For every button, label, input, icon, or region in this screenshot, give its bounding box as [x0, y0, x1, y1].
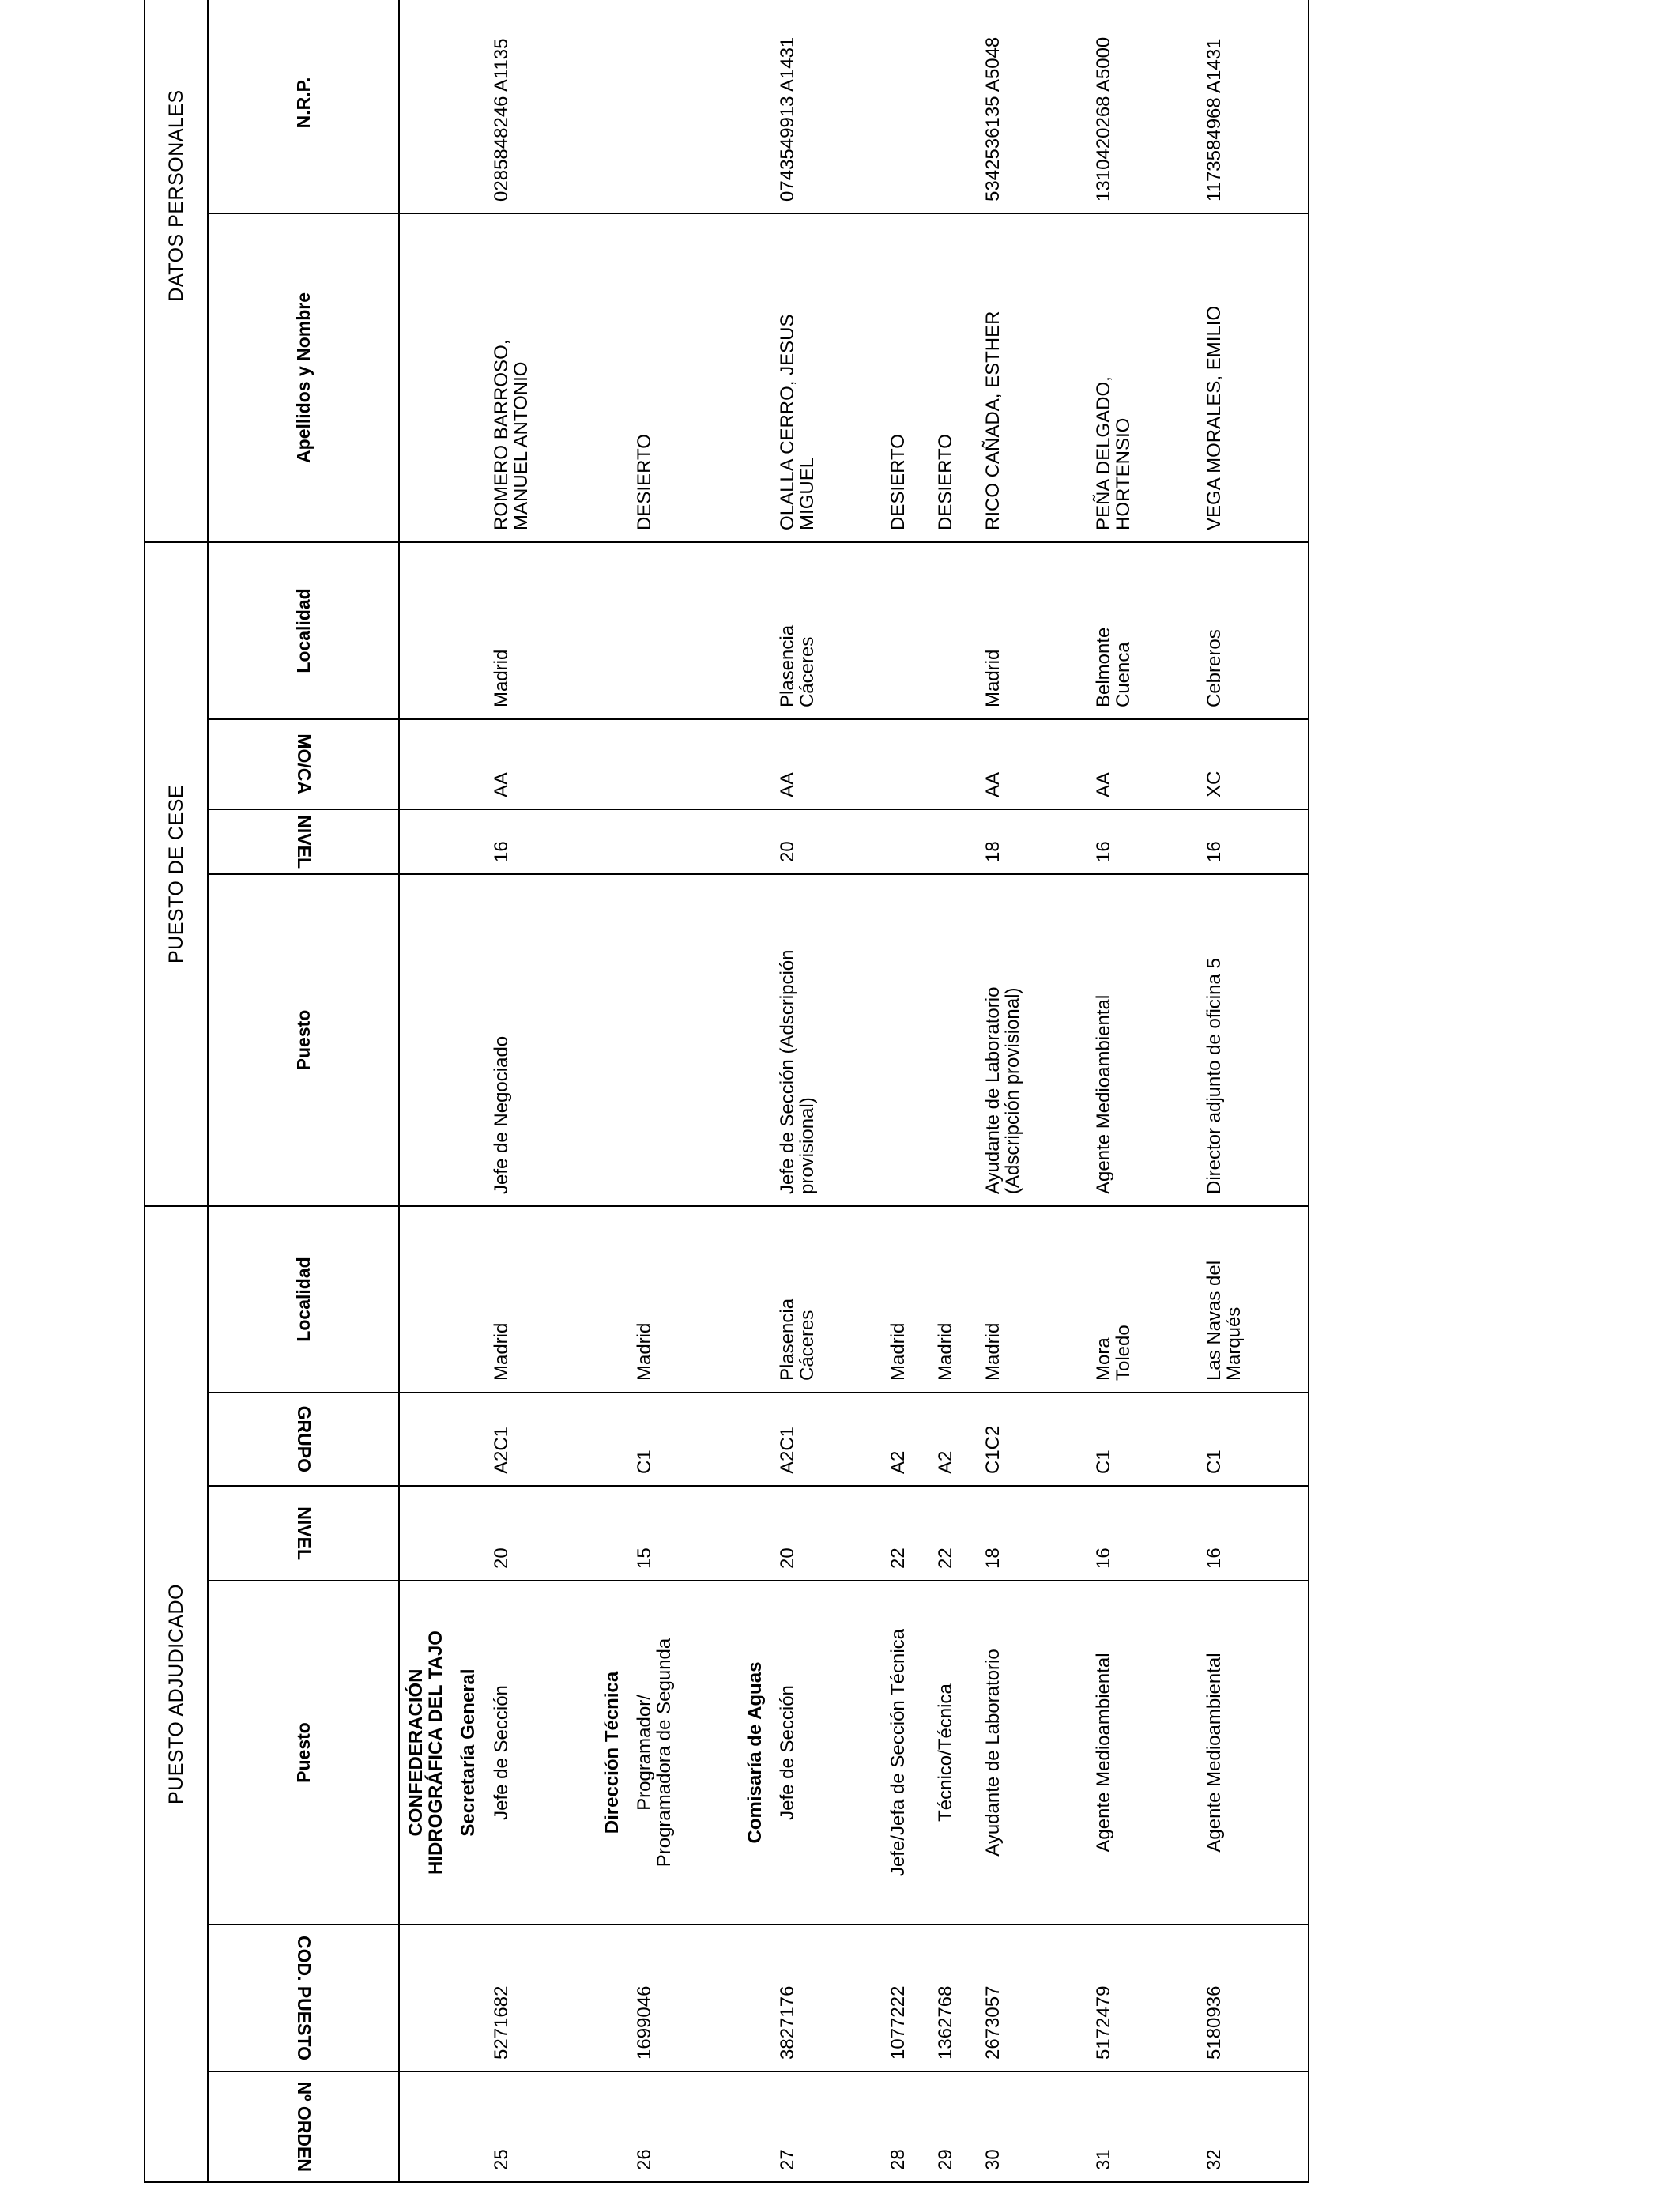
cod-puesto-cell: 1699046: [628, 1924, 739, 2071]
puesto-cese-cell: Jefe de Negociado: [485, 874, 596, 1206]
localidad-cese-cell: Madrid: [485, 542, 596, 719]
localidad-cese-cell: Plasencia Cáceres: [771, 542, 882, 719]
grupo-cell: C1C2: [977, 1393, 1087, 1486]
nombre-cell: VEGA MORALES, EMILIO: [1198, 213, 1309, 542]
grupo-cell: A2C1: [485, 1393, 596, 1486]
orden-cell: 32: [1198, 2071, 1309, 2182]
nivel-cese-cell: [929, 809, 977, 874]
puesto-cese-cell: Agente Medioambiental: [1087, 874, 1198, 1206]
orden-cell: 27: [771, 2071, 882, 2182]
col-header-orden: Nº ORDEN: [208, 2071, 399, 2182]
nivel-cese-cell: [882, 809, 929, 874]
nrp-cell: [929, 0, 977, 213]
nivel-cell: 20: [771, 1486, 882, 1581]
nombre-cell: PEÑA DELGADO, HORTENSIO: [1087, 213, 1198, 542]
nrp-cell: 5342536135 A5048: [977, 0, 1087, 213]
nrp-cell: 0285848246 A1135: [485, 0, 596, 213]
puesto-cell: Agente Medioambiental: [1087, 1581, 1198, 1924]
section-heading: Comisaría de Aguas: [739, 1581, 771, 1924]
nombre-cell: RICO CAÑADA, ESTHER: [977, 213, 1087, 542]
nivel-cese-cell: 16: [1198, 809, 1309, 874]
nivel-cell: 18: [977, 1486, 1087, 1581]
localidad-cell: Plasencia Cáceres: [771, 1206, 882, 1393]
grupo-cell: C1: [1087, 1393, 1198, 1486]
adjudication-table: [144, 0, 1309, 2183]
localidad-cese-cell: [628, 542, 739, 719]
table-row: [628, 0, 739, 2182]
col-header-localidad: Localidad: [208, 1206, 399, 1393]
table-row: [771, 0, 882, 2182]
localidad-cell: Madrid: [628, 1206, 739, 1393]
puesto-cell: Jefe de Sección: [485, 1581, 596, 1924]
cod-puesto-cell: 5172479: [1087, 1924, 1198, 2071]
moca-cell: XC: [1198, 719, 1309, 809]
moca-cell: [929, 719, 977, 809]
resolution-table-page: [144, 8, 1543, 2183]
table-row: [977, 0, 1087, 2182]
puesto-cell: Jefe de Sección: [771, 1581, 882, 1924]
puesto-cese-cell: [882, 874, 929, 1206]
cod-puesto-cell: 3827176: [771, 1924, 882, 2071]
col-header-cod-puesto: COD. PUESTO: [208, 1924, 399, 2071]
localidad-cell: Las Navas del Marqués: [1198, 1206, 1309, 1393]
nrp-cell: 0743549913 A1431: [771, 0, 882, 213]
localidad-cell: Madrid: [929, 1206, 977, 1393]
grupo-cell: A2: [929, 1393, 977, 1486]
localidad-cell: Mora Toledo: [1087, 1206, 1198, 1393]
col-header-moca: MO/CA: [208, 719, 399, 809]
section-heading: Dirección Técnica: [596, 1581, 628, 1924]
nivel-cell: 20: [485, 1486, 596, 1581]
puesto-cell: Ayudante de Laboratorio: [977, 1581, 1087, 1924]
orden-cell: 28: [882, 2071, 929, 2182]
col-header-apellidos-nombre: Apellidos y Nombre: [208, 213, 399, 542]
localidad-cell: Madrid: [977, 1206, 1087, 1393]
puesto-cell: Jefe/Jefa de Sección Técnica: [882, 1581, 929, 1924]
nivel-cese-cell: 18: [977, 809, 1087, 874]
nrp-cell: [628, 0, 739, 213]
nombre-cell: DESIERTO: [929, 213, 977, 542]
table-body: [399, 0, 1309, 2182]
moca-cell: [628, 719, 739, 809]
table-row: [1198, 0, 1309, 2182]
nivel-cese-cell: 20: [771, 809, 882, 874]
col-header-localidad-cese: Localidad: [208, 542, 399, 719]
nivel-cell: 16: [1087, 1486, 1198, 1581]
table-row: [485, 0, 596, 2182]
moca-cell: AA: [771, 719, 882, 809]
puesto-cese-cell: Jefe de Sección (Adscripción provisional): [771, 874, 882, 1206]
org-name: CONFEDERACIÓN HIDROGRÁFICA DEL TAJO: [399, 1581, 452, 1924]
cod-puesto-cell: 5180936: [1198, 1924, 1309, 2071]
nivel-cell: 16: [1198, 1486, 1309, 1581]
table-row: [1087, 0, 1198, 2182]
nrp-cell: [882, 0, 929, 213]
localidad-cese-cell: Cebreros: [1198, 542, 1309, 719]
nivel-cese-cell: 16: [1087, 809, 1198, 874]
moca-cell: AA: [977, 719, 1087, 809]
cod-puesto-cell: 1362768: [929, 1924, 977, 2071]
col-header-nivel: NIVEL: [208, 1486, 399, 1581]
nombre-cell: DESIERTO: [628, 213, 739, 542]
table-row: [882, 0, 929, 2182]
puesto-cese-cell: Ayudante de Laboratorio (Adscripción provisional): [977, 874, 1087, 1206]
localidad-cell: Madrid: [485, 1206, 596, 1393]
nivel-cell: 22: [882, 1486, 929, 1581]
puesto-cese-cell: [929, 874, 977, 1206]
nrp-cell: 1310420268 A5000: [1087, 0, 1198, 213]
nombre-cell: DESIERTO: [882, 213, 929, 542]
puesto-cell: Agente Medioambiental: [1198, 1581, 1309, 1924]
group-header-puesto-cese: PUESTO DE CESE: [145, 542, 208, 1206]
table-row: [929, 0, 977, 2182]
moca-cell: [882, 719, 929, 809]
nivel-cese-cell: [628, 809, 739, 874]
cod-puesto-cell: 5271682: [485, 1924, 596, 2071]
col-header-puesto: Puesto: [208, 1581, 399, 1924]
nivel-cell: 15: [628, 1486, 739, 1581]
col-header-puesto-cese: Puesto: [208, 874, 399, 1206]
group-header-datos-personales: DATOS PERSONALES: [145, 0, 208, 542]
nombre-cell: OLALLA CERRO, JESUS MIGUEL: [771, 213, 882, 542]
grupo-cell: A2: [882, 1393, 929, 1486]
cod-puesto-cell: 2673057: [977, 1924, 1087, 2071]
section-heading: Secretaría General: [452, 1581, 484, 1924]
nivel-cell: 22: [929, 1486, 977, 1581]
grupo-cell: A2C1: [771, 1393, 882, 1486]
puesto-cese-cell: Director adjunto de oficina 5: [1198, 874, 1309, 1206]
orden-cell: 26: [628, 2071, 739, 2182]
localidad-cese-cell: [882, 542, 929, 719]
orden-cell: 25: [485, 2071, 596, 2182]
orden-cell: 30: [977, 2071, 1087, 2182]
col-header-grupo: GRUPO: [208, 1393, 399, 1486]
localidad-cese-cell: Belmonte Cuenca: [1087, 542, 1198, 719]
col-header-nivel-cese: NIVEL: [208, 809, 399, 874]
grupo-cell: C1: [628, 1393, 739, 1486]
orden-cell: 29: [929, 2071, 977, 2182]
group-header-puesto-adjudicado: PUESTO ADJUDICADO: [145, 1206, 208, 2182]
nivel-cese-cell: 16: [485, 809, 596, 874]
localidad-cell: Madrid: [882, 1206, 929, 1393]
nrp-cell: 1173584968 A1431: [1198, 0, 1309, 213]
col-header-nrp: N.R.P.: [208, 0, 399, 213]
localidad-cese-cell: [929, 542, 977, 719]
moca-cell: AA: [1087, 719, 1198, 809]
moca-cell: AA: [485, 719, 596, 809]
nombre-cell: ROMERO BARROSO, MANUEL ANTONIO: [485, 213, 596, 542]
orden-cell: 31: [1087, 2071, 1198, 2182]
cod-puesto-cell: 1077222: [882, 1924, 929, 2071]
grupo-cell: C1: [1198, 1393, 1309, 1486]
puesto-cell: Programador/ Programadora de Segunda: [628, 1581, 739, 1924]
puesto-cell: Técnico/Técnica: [929, 1581, 977, 1924]
localidad-cese-cell: Madrid: [977, 542, 1087, 719]
puesto-cese-cell: [628, 874, 739, 1206]
